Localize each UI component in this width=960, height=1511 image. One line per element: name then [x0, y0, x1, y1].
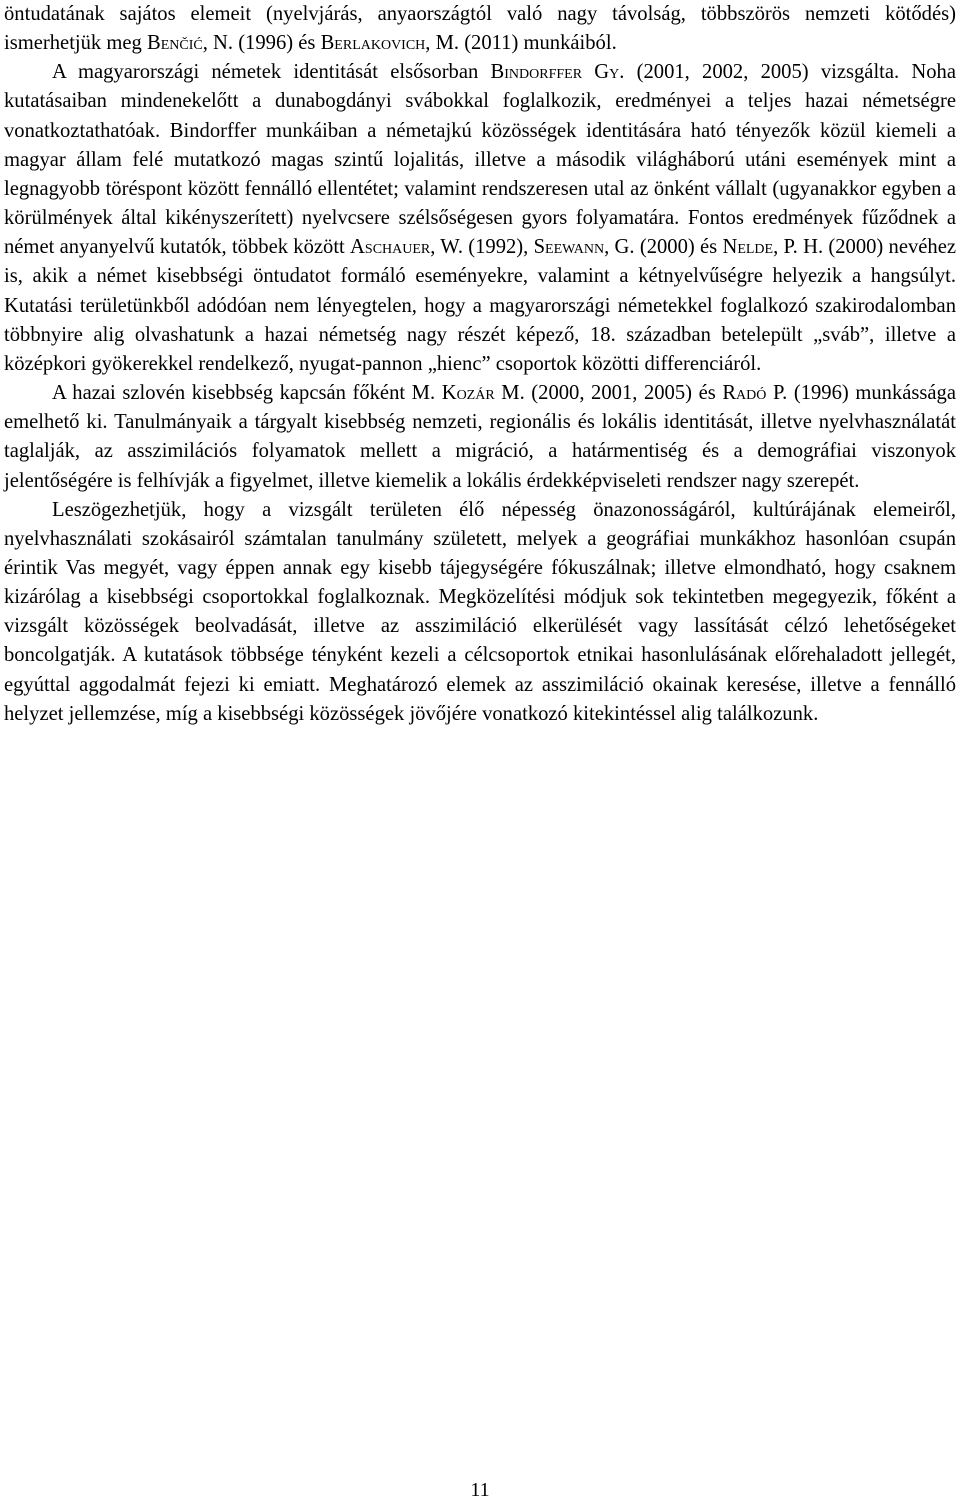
paragraph [4, 496, 956, 729]
text-segment: M. (2000, 2001, 2005) és [494, 382, 723, 405]
text-segment: öntudatának sajátos elemeit (nyelvjárás, anyaországtól való nagy távolság, többszörös nemzeti kötődés) ismerhetjük meg [4, 3, 956, 55]
text-segment: , W. (1992), [430, 236, 534, 259]
author-name: Aschauer [350, 236, 431, 259]
author-name: Radó [722, 382, 767, 405]
author-name: Kozár [441, 382, 495, 405]
paragraph [4, 0, 956, 58]
author-name: Nelde [722, 236, 774, 259]
text-segment: A hazai szlovén kisebbség kapcsán főként M. [52, 382, 442, 405]
document-page [4, 0, 956, 729]
author-name: Seewann [533, 236, 605, 259]
author-name: Bindorffer Gy [490, 61, 620, 84]
body-text [4, 0, 956, 729]
text-segment: . (2001, 2002, 2005) vizsgálta. Noha kutatásaiban mindenekelőtt a dunabogdányi svábokkal foglalkozik, eredményei a teljes hazai németségre vonatkoztathatóak. Bindorffer munkáiban a németajkú közösségek identitására ható tényezők közül kiemeli a magyar állam felé mutatkozó magas szintű lojalitás, illetve a második világháború utáni események mint a legnagyobb töréspont között fennálló ellentétet; valamint rendszeresen utal az önként vállalt (ugyanakkor egyben a körülmények által kikényszerített) nyelvcsere szélsőségesen gyors folyamatára. Fontos eredmények fűződnek a német anyanyelvű kutatók, többek között [4, 61, 956, 259]
text-segment: , P. H. (2000) nevéhez is, akik a német kisebbségi öntudatot formáló eseményekre, valamint a kétnyelvűségre helyezik a hangsúlyt. Kutatási területünkből adódóan nem lényegtelen, hogy a magyarországi németekkel foglalkozó szakirodalomban többnyire alig olvashatunk a hazai németség nagy részét képező, 18. században betelepült „sváb”, illetve a középkori gyökerekkel rendelkező, nyugat-pannon „hienc” csoportok közötti differenciáról. [4, 236, 957, 375]
page-number: 11 [470, 1479, 490, 1501]
paragraph [4, 58, 956, 379]
text-segment: A magyarországi németek identitását elsősorban [52, 61, 491, 84]
paragraph [4, 379, 956, 496]
author-name: Berlakovich [320, 32, 426, 55]
text-segment: , M. (2011) munkáiból. [425, 32, 617, 55]
text-segment: P. (1996) munkássága emelhető ki. Tanulmányaik a tárgyalt kisebbség nemzeti, regionális és lokális identitását, illetve nyelvhasználatát taglalják, az asszimilációs folyamatok mellett a migráció, a határmentiség és a demográfiai viszonyok jelentőségére is felhívják a figyelmet, illetve kiemelik a lokális érdekképviseleti rendszer nagy szerepét. [4, 382, 956, 492]
text-segment: , N. (1996) és [202, 32, 321, 55]
text-segment: , G. (2000) és [604, 236, 723, 259]
text-segment: Leszögezhetjük, hogy a vizsgált területen élő népesség önazonosságáról, kultúrájának elemeiről, nyelvhasználati szokásairól számtalan tanulmány született, melyek a geográfiai munkákhoz hasonlóan csupán érintik Vas megyét, vagy éppen annak egy kisebb tájegységére fókuszálnak; illetve elmondható, hogy csaknem kizárólag a kisebbségi csoportokkal foglalkoznak. Megközelítési módjuk sok tekintetben megegyezik, főként a vizsgált közösségek beolvadását, illetve az asszimiláció elkerülését vagy lassítását célzó lehetőségeket boncolgatják. A kutatások többsége tényként kezeli a célcsoportok etnikai hasonlulásának előrehaladott jellegét, egyúttal aggodalmát fejezi ki emiatt. Meghatározó elemek az asszimiláció okainak keresése, illetve a fennálló helyzet jellemzése, míg a kisebbségi közösségek jövőjére vonatkozó kitekintéssel alig találkozunk. [4, 498, 956, 725]
author-name: Benčić [146, 32, 203, 55]
